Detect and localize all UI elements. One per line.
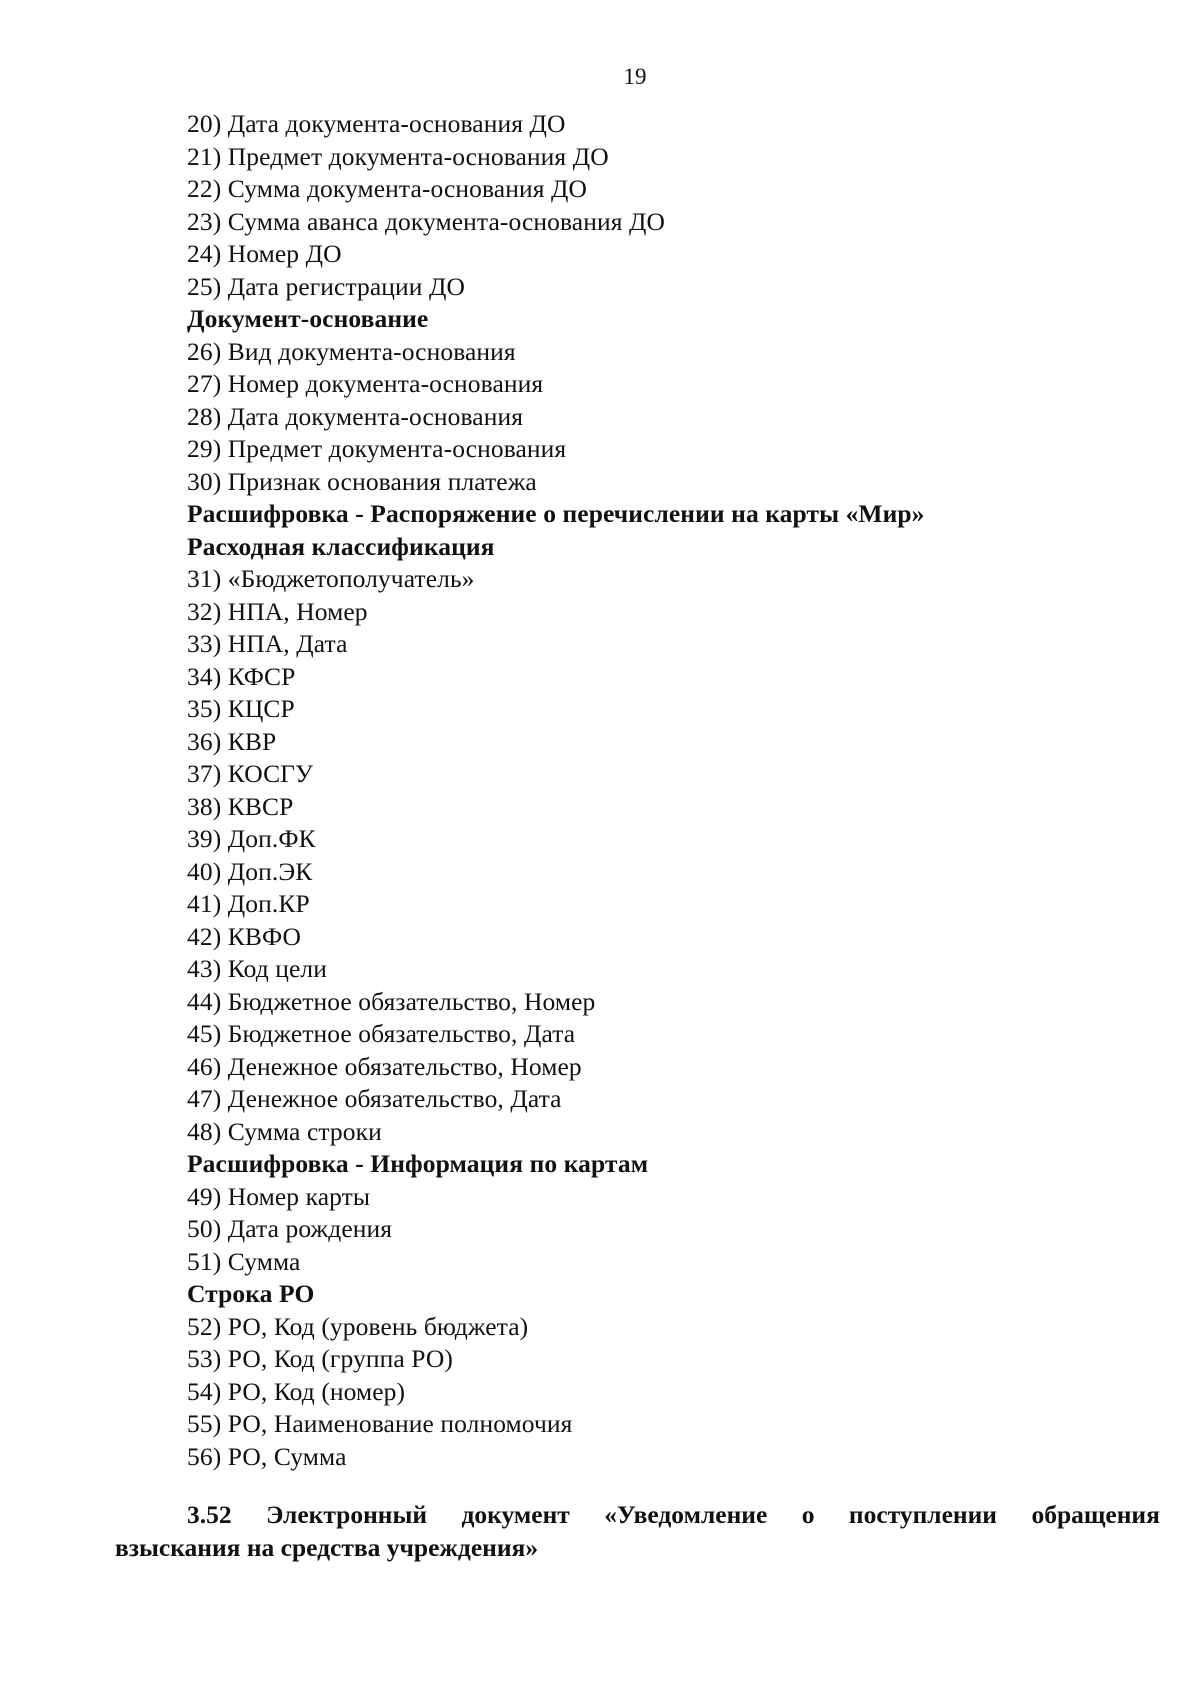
field-list-item: 55) РО, Наименование полномочия: [187, 1409, 573, 1438]
section-subheading: Расшифровка - Информация по картам: [187, 1149, 649, 1178]
field-list-item: 32) НПА, Номер: [187, 596, 368, 626]
section-heading-word: «Уведомление: [604, 1500, 768, 1529]
field-list-item: 47) Денежное обязательство, Дата: [187, 1084, 562, 1113]
section-heading-word: поступлении: [848, 1500, 998, 1529]
field-list-item: 20) Дата документа-основания ДО: [187, 109, 566, 138]
field-list-item: 53) РО, Код (группа РО): [187, 1344, 453, 1373]
field-list-item: 30) Признак основания платежа: [187, 466, 537, 496]
field-list-item: 23) Сумма аванса документа-основания ДО: [187, 206, 666, 236]
section-heading-word: обращения: [1031, 1500, 1160, 1529]
field-list-item: 50) Дата рождения: [187, 1214, 393, 1243]
field-list-item: 43) Код цели: [187, 954, 328, 983]
field-list-item: 25) Дата регистрации ДО: [187, 271, 466, 301]
field-list-item: 33) НПА, Дата: [187, 629, 348, 658]
field-list-item: 29) Предмет документа-основания: [187, 434, 567, 463]
section-heading-line-2: взыскания на средства учреждения»: [115, 1533, 539, 1562]
field-list-item: 51) Сумма: [187, 1246, 301, 1276]
field-list-item: 31) «Бюджетополучатель»: [187, 564, 475, 593]
field-list-item: 44) Бюджетное обязательство, Номер: [187, 986, 596, 1016]
section-heading-word: о: [801, 1500, 815, 1529]
section-subheading: Строка РО: [187, 1279, 315, 1308]
field-list-item: 21) Предмет документа-основания ДО: [187, 141, 609, 171]
section-heading: [115, 1498, 1160, 1564]
field-list-item: 46) Денежное обязательство, Номер: [187, 1051, 582, 1081]
field-list-item: 45) Бюджетное обязательство, Дата: [187, 1019, 576, 1048]
section-subheading: Документ-основание: [187, 304, 429, 333]
page-number: 19: [623, 64, 647, 89]
section-subheading: Расходная классификация: [187, 531, 495, 561]
section-heading-word: Электронный: [266, 1500, 428, 1529]
section-heading-word: 3.52: [187, 1500, 232, 1529]
field-list-item: 54) РО, Код (номер): [187, 1376, 406, 1406]
field-list-item: 36) КВР: [187, 726, 277, 756]
field-list-item: 24) Номер ДО: [187, 239, 342, 268]
section-heading-word: документ: [461, 1500, 570, 1529]
field-list-item: 49) Номер карты: [187, 1181, 371, 1211]
field-list-item: 41) Доп.КР: [187, 889, 310, 918]
field-list-item: 38) КВСР: [187, 791, 294, 821]
field-list-item: 22) Сумма документа-основания ДО: [187, 174, 588, 203]
field-list-item: 52) РО, Код (уровень бюджета): [187, 1311, 529, 1341]
field-list-item: 39) Доп.ФК: [187, 824, 316, 853]
field-list: [187, 108, 1147, 1473]
field-list-item: 35) КЦСР: [187, 694, 295, 723]
field-list-item: 48) Сумма строки: [187, 1116, 382, 1146]
field-list-item: 56) РО, Сумма: [187, 1441, 347, 1471]
field-list-item: 27) Номер документа-основания: [187, 369, 544, 398]
section-subheading: Расшифровка - Распоряжение о перечислении на карты «Мир»: [187, 499, 925, 528]
field-list-item: 37) КОСГУ: [187, 759, 314, 788]
field-list-item: 42) КВФО: [187, 921, 302, 951]
field-list-item: 26) Вид документа-основания: [187, 336, 516, 366]
field-list-item: 28) Дата документа-основания: [187, 401, 524, 431]
field-list-item: 34) КФСР: [187, 661, 296, 691]
field-list-item: 40) Доп.ЭК: [187, 856, 313, 886]
section-heading-line-1: [115, 1498, 1160, 1531]
